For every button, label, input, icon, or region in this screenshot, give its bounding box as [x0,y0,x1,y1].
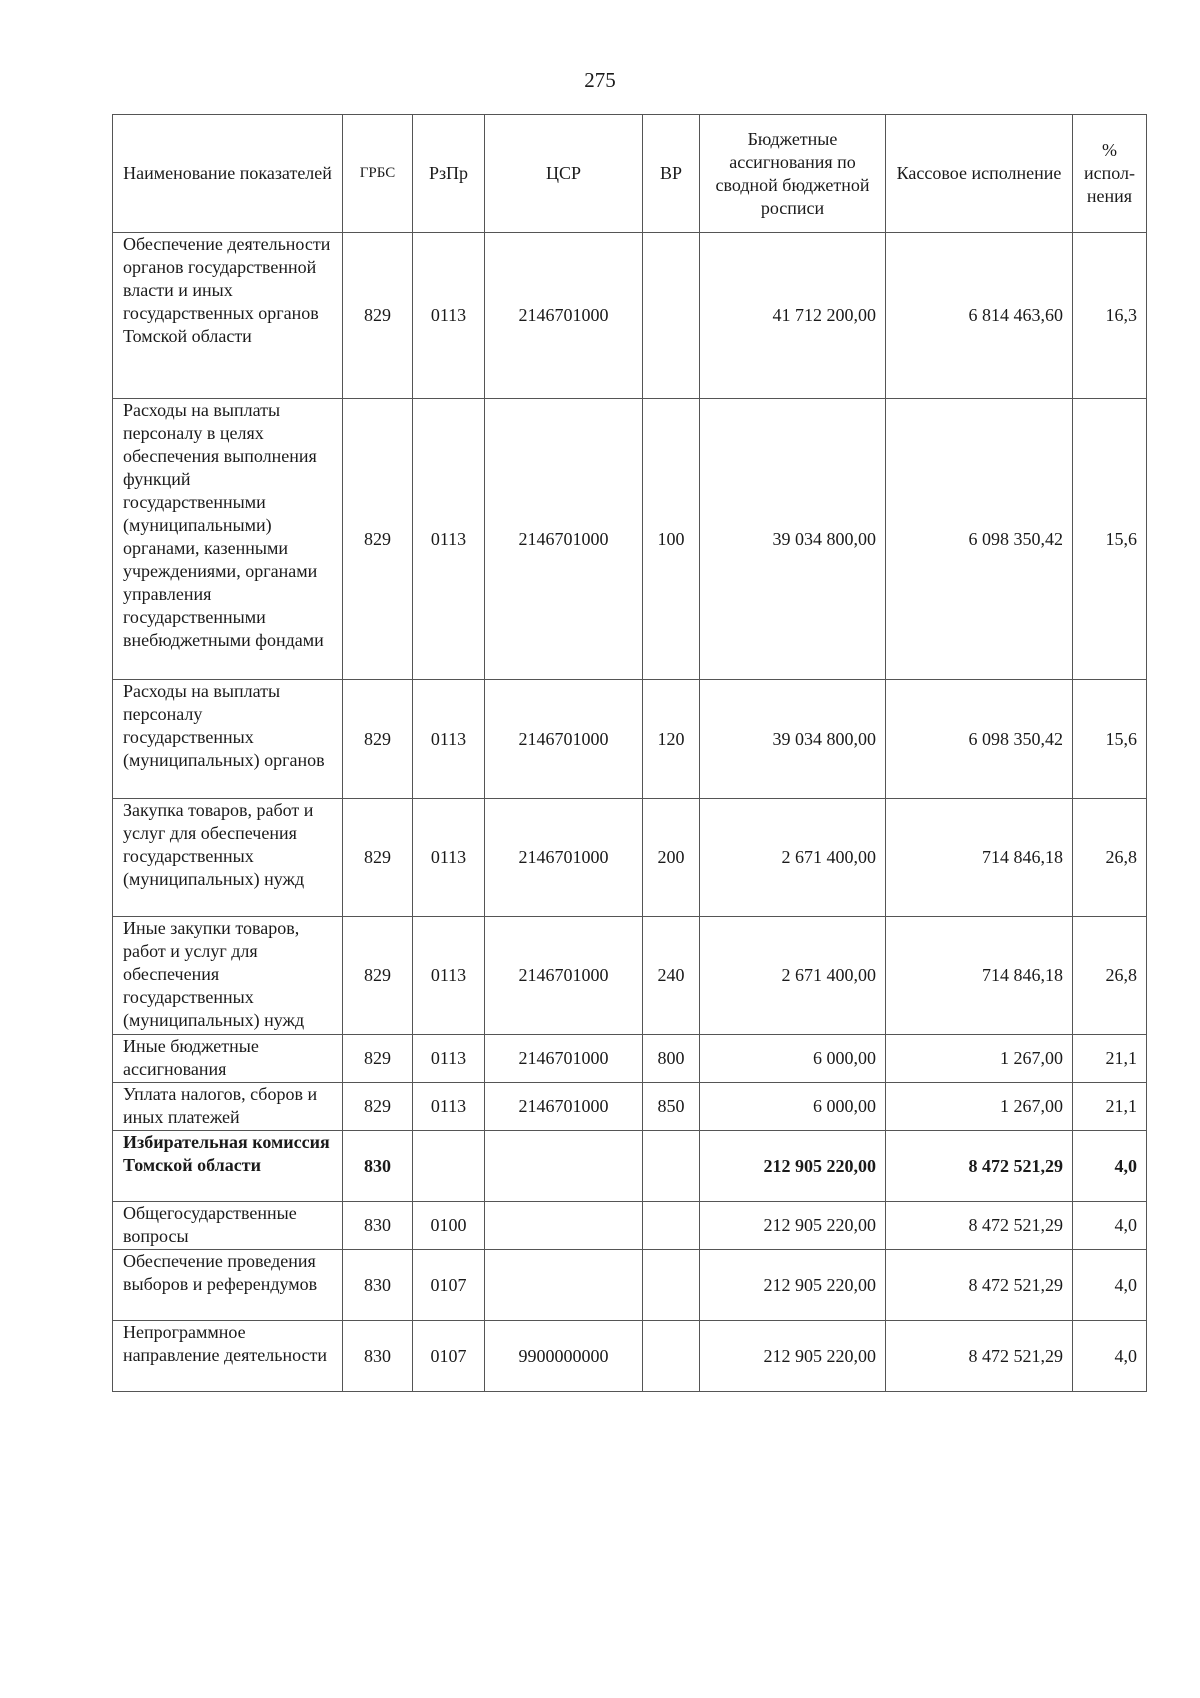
row-execution: 1 267,00 [886,1083,1073,1131]
table-header-row [113,115,1147,233]
row-grbs: 830 [343,1131,413,1202]
table-row [113,1250,1147,1321]
row-name: Иные закупки товаров, работ и услуг для обеспечения государственных (муниципальных) нужд [113,917,343,1035]
row-grbs: 829 [343,917,413,1035]
row-budget: 6 000,00 [700,1083,886,1131]
row-budget: 212 905 220,00 [700,1131,886,1202]
row-budget: 6 000,00 [700,1035,886,1083]
header-vr: ВР [643,115,700,233]
row-grbs: 830 [343,1202,413,1250]
header-name: Наименование показателей [113,115,343,233]
budget-table [112,114,1147,1392]
row-name: Расходы на выплаты персоналу государственных (муниципальных) органов [113,680,343,799]
row-execution: 714 846,18 [886,917,1073,1035]
row-name: Непрограммное направление деятельности [113,1321,343,1392]
row-name: Обеспечение деятельности органов государственной власти и иных государственных органов Томской области [113,233,343,399]
row-csr: 2146701000 [485,799,643,917]
table-row [113,1035,1147,1083]
row-percent: 21,1 [1073,1083,1147,1131]
row-vr [643,233,700,399]
row-csr: 2146701000 [485,680,643,799]
row-grbs: 829 [343,1083,413,1131]
header-csr: ЦСР [485,115,643,233]
row-percent: 4,0 [1073,1321,1147,1392]
row-csr: 2146701000 [485,1083,643,1131]
row-rzpr: 0113 [413,1083,485,1131]
row-execution: 714 846,18 [886,799,1073,917]
row-percent: 21,1 [1073,1035,1147,1083]
row-percent: 4,0 [1073,1131,1147,1202]
row-vr: 100 [643,399,700,680]
row-execution: 1 267,00 [886,1035,1073,1083]
row-vr: 120 [643,680,700,799]
row-csr: 2146701000 [485,1035,643,1083]
row-rzpr: 0113 [413,680,485,799]
row-vr: 850 [643,1083,700,1131]
row-rzpr: 0113 [413,233,485,399]
table-row [113,1202,1147,1250]
row-csr: 2146701000 [485,917,643,1035]
row-execution: 6 814 463,60 [886,233,1073,399]
row-percent: 16,3 [1073,233,1147,399]
row-csr [485,1202,643,1250]
row-grbs: 830 [343,1321,413,1392]
row-execution: 8 472 521,29 [886,1321,1073,1392]
row-execution: 6 098 350,42 [886,399,1073,680]
table-row [113,680,1147,799]
row-rzpr [413,1131,485,1202]
row-execution: 8 472 521,29 [886,1131,1073,1202]
row-percent: 4,0 [1073,1250,1147,1321]
table-row [113,399,1147,680]
page-number: 275 [584,68,616,92]
table-row [113,799,1147,917]
row-budget: 212 905 220,00 [700,1202,886,1250]
row-vr [643,1321,700,1392]
header-budget: Бюджетные ассигнования по сводной бюджетной росписи [700,115,886,233]
row-name: Обеспечение проведения выборов и референдумов [113,1250,343,1321]
row-rzpr: 0113 [413,399,485,680]
row-percent: 26,8 [1073,917,1147,1035]
row-csr [485,1131,643,1202]
row-name: Уплата налогов, сборов и иных платежей [113,1083,343,1131]
row-name: Общегосударственные вопросы [113,1202,343,1250]
header-rzpr: РзПр [413,115,485,233]
row-rzpr: 0113 [413,799,485,917]
row-percent: 15,6 [1073,680,1147,799]
header-percent: % испол-нения [1073,115,1147,233]
row-rzpr: 0107 [413,1250,485,1321]
table-row [113,1083,1147,1131]
table-row [113,1321,1147,1392]
row-name: Иные бюджетные ассигнования [113,1035,343,1083]
row-grbs: 829 [343,399,413,680]
row-vr [643,1202,700,1250]
row-rzpr: 0113 [413,917,485,1035]
row-vr: 240 [643,917,700,1035]
row-rzpr: 0100 [413,1202,485,1250]
row-percent: 26,8 [1073,799,1147,917]
row-rzpr: 0113 [413,1035,485,1083]
row-budget: 39 034 800,00 [700,399,886,680]
row-execution: 8 472 521,29 [886,1250,1073,1321]
row-grbs: 829 [343,233,413,399]
row-vr: 800 [643,1035,700,1083]
row-name: Расходы на выплаты персоналу в целях обеспечения выполнения функций государственными (муниципальными) органами, казенными учреждениями, органами управления государственными внебюджетными фондами [113,399,343,680]
row-budget: 212 905 220,00 [700,1250,886,1321]
row-grbs: 829 [343,1035,413,1083]
row-grbs: 830 [343,1250,413,1321]
table-row [113,917,1147,1035]
row-budget: 212 905 220,00 [700,1321,886,1392]
row-name: Закупка товаров, работ и услуг для обеспечения государственных (муниципальных) нужд [113,799,343,917]
table-row [113,1131,1147,1202]
table-row [113,233,1147,399]
row-name: Избирательная комиссия Томской области [113,1131,343,1202]
row-budget: 2 671 400,00 [700,917,886,1035]
row-execution: 6 098 350,42 [886,680,1073,799]
row-csr: 2146701000 [485,399,643,680]
row-csr: 9900000000 [485,1321,643,1392]
row-budget: 39 034 800,00 [700,680,886,799]
row-grbs: 829 [343,799,413,917]
header-execution: Кассовое исполнение [886,115,1073,233]
row-csr [485,1250,643,1321]
row-execution: 8 472 521,29 [886,1202,1073,1250]
row-grbs: 829 [343,680,413,799]
row-vr: 200 [643,799,700,917]
row-vr [643,1131,700,1202]
header-grbs: ГРБС [343,115,413,233]
row-percent: 4,0 [1073,1202,1147,1250]
row-budget: 2 671 400,00 [700,799,886,917]
row-percent: 15,6 [1073,399,1147,680]
row-vr [643,1250,700,1321]
row-budget: 41 712 200,00 [700,233,886,399]
row-rzpr: 0107 [413,1321,485,1392]
row-csr: 2146701000 [485,233,643,399]
